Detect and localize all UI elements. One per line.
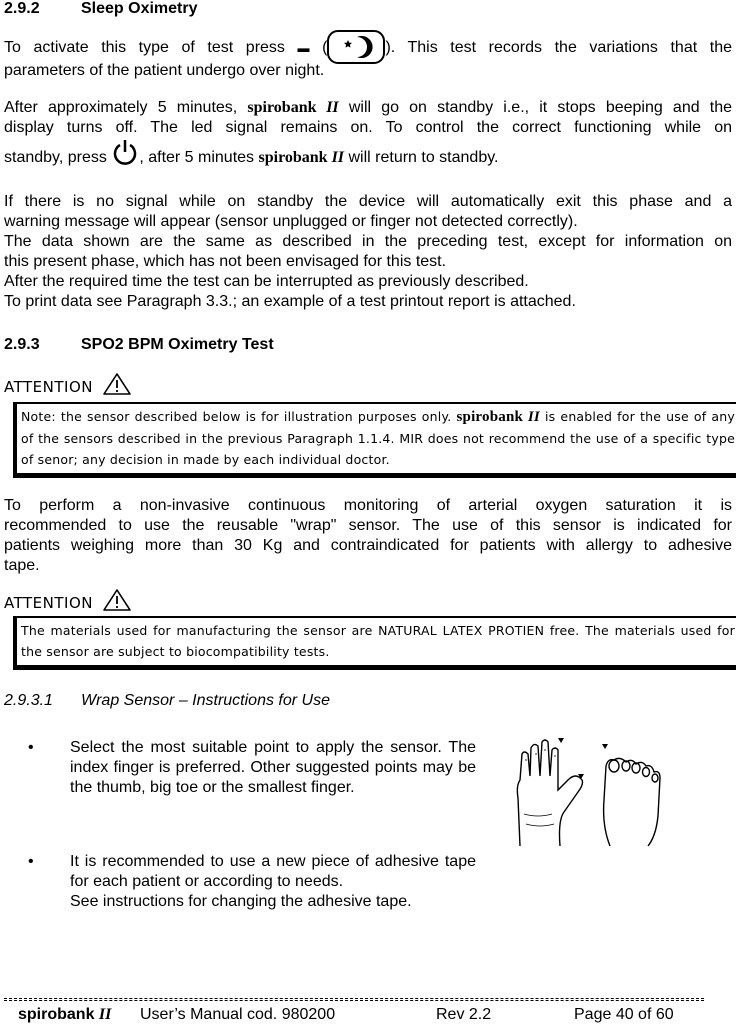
section-heading-293	[4, 336, 274, 354]
footer-page-number: Page 40 of 60	[574, 1006, 674, 1023]
text-line: To perform a non-invasive continuous monitoring of arterial oxygen saturation it is	[4, 497, 732, 514]
text-line: To print data see Paragraph 3.3.; an example of a test printout report is attached.	[4, 293, 576, 310]
text-run: , after 5 minutes	[139, 149, 255, 166]
section-number: 2.9.3.1	[4, 692, 53, 709]
text-line: parameters of the patient undergo over night.	[4, 62, 325, 79]
section-number: 2.9.2	[4, 0, 40, 17]
text-run: After approximately 5 minutes,	[4, 99, 238, 116]
text-run: is enabled for	[545, 409, 635, 424]
section-title: SPO2 BPM Oximetry Test	[81, 336, 274, 353]
text-line: If there is no signal while on standby the device will automatically exit this phase and a	[4, 193, 732, 210]
footer-brand: spirobank II	[18, 1006, 112, 1023]
text-line: patients weighing more than 30 Kg and contraindicated for patients with allergy to adhesive	[4, 537, 732, 554]
warning-triangle-icon	[102, 372, 132, 396]
section-heading-2931	[4, 692, 330, 710]
footer-divider	[4, 1000, 704, 1001]
text-line: recommended to use the reusable "wrap" sensor. The use of this sensor is indicated for	[4, 517, 732, 534]
bullet-dot: •	[28, 853, 34, 870]
section-number: 2.9.3	[4, 336, 40, 353]
text-run: The materials used for manufacturing the sensor are NATURAL LATEX PROTIEN free. The	[21, 623, 609, 638]
bullet-text: Select the most suitable point to apply the sensor. The index finger is preferred. Other suggested points may be the thumb, big toe or the smallest finger.	[70, 739, 476, 796]
section-heading-292	[4, 0, 198, 18]
minus-key-glyph: ▬	[297, 41, 310, 55]
text-run: recommend the use of a specific type of senor; any decision in made by each individual doctor.	[21, 431, 735, 467]
moon-button-icon	[327, 30, 385, 64]
bullet-text: It is recommended to use a new piece of adhesive tape for each patient or according to needs.	[70, 853, 476, 890]
brand-name: spirobank II	[258, 149, 345, 166]
text-line: The data shown are the same as described in the preceding test, except for information on	[4, 233, 732, 250]
text-line: tape.	[4, 557, 40, 574]
section-title: Sleep Oximetry	[81, 0, 198, 17]
paragraph-standby	[4, 98, 732, 175]
paragraph-wrap-sensor	[4, 496, 732, 576]
text-run: standby, press	[4, 149, 107, 166]
text-run: Note: the sensor described below is for illustration purposes only.	[21, 409, 452, 424]
text-line: After the required time the test can be interrupted as previously described.	[4, 273, 529, 290]
power-button-icon	[111, 138, 139, 168]
text-run: will return to standby.	[348, 149, 499, 166]
text-run: materials used for the sensor are subject to biocompatibility tests.	[21, 623, 735, 659]
bullet-dot: •	[28, 739, 34, 756]
attention-label: ATTENTION	[4, 588, 132, 612]
footer-manual-code: User’s Manual cod. 980200	[140, 1006, 336, 1023]
brand-name: spirobank II	[247, 99, 339, 116]
paragraph-activate: To activate this type of test press ▬ ( ). This test records the variations that the parameters of the patient undergo over night.	[4, 30, 732, 81]
warning-triangle-icon	[102, 588, 132, 612]
text-run: will go on standby i.e., it stops beeping and the	[348, 99, 733, 116]
attention-label: ATTENTION	[4, 372, 132, 396]
footer-divider	[4, 998, 704, 999]
note-box-illustration	[13, 402, 736, 478]
brand-name: spirobank II	[456, 409, 540, 425]
paragraph-no-signal	[4, 192, 732, 312]
section-title: Wrap Sensor – Instructions for Use	[81, 692, 330, 709]
text-line: warning message will appear (sensor unplugged or finger not detected correctly).	[4, 213, 578, 230]
text-run: To activate this type of test press	[4, 39, 285, 56]
bullet-item	[30, 738, 476, 798]
text-line: this present phase, which has not been envisaged for this test.	[4, 253, 447, 270]
text-run: ). This test records the variations that the	[385, 39, 733, 56]
text-line: display turns off. The led signal remains on. To control the correct functioning while on	[4, 119, 732, 136]
hand-foot-illustration	[498, 736, 678, 848]
note-box-latex	[13, 616, 736, 670]
text-run: the use of any of the sensors described in the previous Paragraph 1.1.4. MIR does not	[21, 409, 735, 446]
bullet-item	[30, 852, 476, 912]
bullet-text: See instructions for changing the adhesive tape.	[70, 893, 412, 910]
footer-revision: Rev 2.2	[436, 1006, 492, 1023]
